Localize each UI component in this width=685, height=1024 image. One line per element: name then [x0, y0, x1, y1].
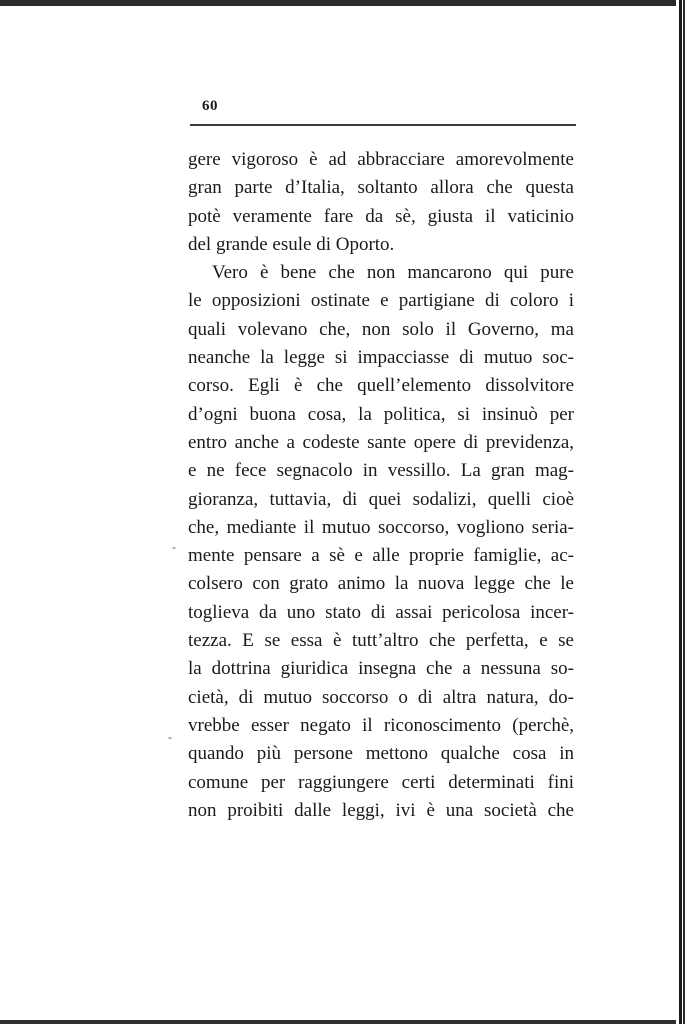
text-line: corso. Egli è che quell’elemento dissolvitore [188, 375, 574, 397]
text-line: gioranza, tuttavia, di quei sodalizi, quelli cioè [188, 488, 574, 510]
scan-right-edge [676, 0, 685, 1024]
margin-mark: - [172, 540, 176, 554]
text-line: Vero è bene che non mancarono qui pure [212, 262, 574, 284]
header-rule [190, 124, 576, 126]
body-text [188, 146, 574, 825]
text-line: potè veramente fare da sè, giusta il vaticinio [188, 205, 574, 227]
text-line: mente pensare a sè e alle proprie famiglie, ac- [188, 545, 574, 567]
margin-mark: - [168, 730, 172, 744]
text-line: la dottrina giuridica insegna che a nessuna so- [188, 658, 574, 680]
text-line: gere vigoroso è ad abbracciare amorevolmente [188, 149, 574, 170]
text-line: non proibiti dalle leggi, ivi è una società che [188, 799, 574, 821]
text-line: quali volevano che, non solo il Governo, ma [188, 318, 574, 340]
text-line: le opposizioni ostinate e partigiane di coloro i [188, 290, 574, 312]
text-line: comune per raggiungere certi determinati fini [188, 771, 574, 793]
text-line: vrebbe esser negato il riconoscimento (perchè, [188, 714, 574, 736]
text-line: d’ogni buona cosa, la politica, si insinuò per [188, 403, 574, 425]
text-line: colsero con grato animo la nuova legge che le [188, 573, 574, 595]
text-line: neanche la legge si impacciasse di mutuo soc- [188, 347, 574, 369]
scan-bottom-edge [0, 1020, 676, 1024]
text-line: che, mediante il mutuo soccorso, vogliono seria- [188, 516, 574, 538]
text-line: tezza. E se essa è tutt’altro che perfetta, e se [188, 630, 574, 652]
text-line: del grande esule di Oporto. [188, 233, 395, 255]
text-line: entro anche a codeste sante opere di previdenza, [188, 431, 574, 453]
page-number: 60 [202, 98, 218, 114]
scan-top-edge [0, 0, 676, 6]
text-line: cietà, di mutuo soccorso o di altra natura, do- [188, 686, 574, 708]
text-line: quando più persone mettono qualche cosa in [188, 743, 574, 765]
text-line: gran parte d’Italia, soltanto allora che questa [188, 177, 574, 199]
text-line: e ne fece segnacolo in vessillo. La gran mag- [188, 460, 574, 482]
text-line: toglieva da uno stato di assai pericolosa incer- [188, 601, 574, 623]
